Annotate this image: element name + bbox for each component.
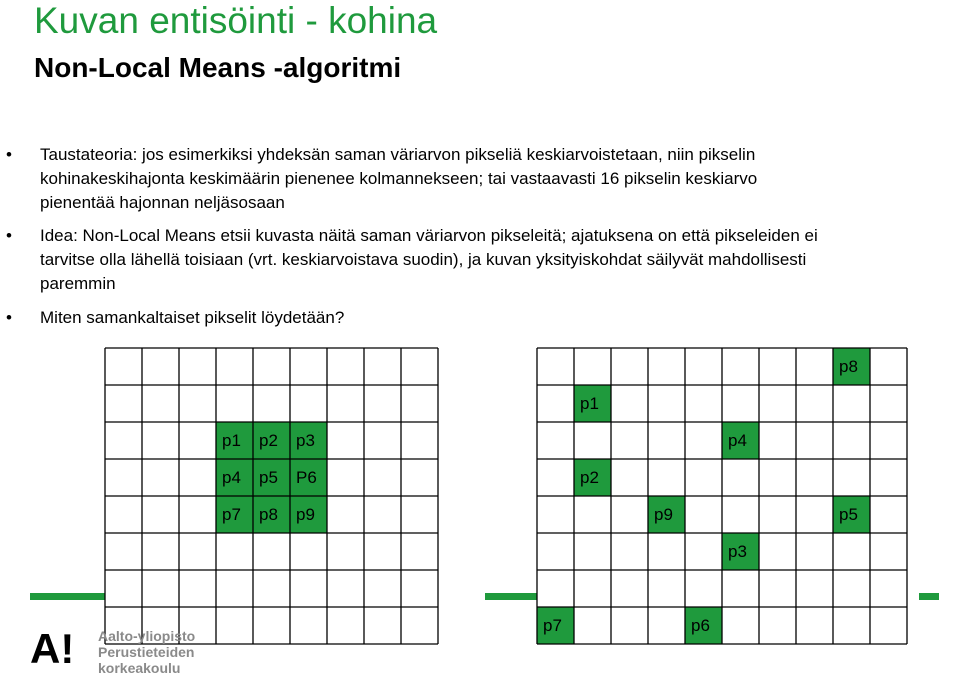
left-pixel-cell-p6: P6: [290, 459, 327, 496]
right-pixel-cell-p4: p4: [722, 422, 759, 459]
bullet-1-line-2: kohinakeskihajonta keskimäärin pienenee kolmannekseen; tai vastaavasti 16 pikselin keskiarvo: [40, 169, 758, 188]
right-pixel-cell-p6: p6: [685, 607, 722, 644]
slide-subtitle: Non-Local Means -algoritmi: [34, 52, 402, 83]
right-pixel-cell-p7: p7: [537, 607, 574, 644]
left-pixel-cell-p3: p3: [290, 422, 327, 459]
right-pixel-cell-p5: p5: [833, 496, 870, 533]
left-pixel-cell-p9: p9: [290, 496, 327, 533]
aalto-logo-mark: A!: [30, 625, 75, 672]
bullet-marker: •: [6, 145, 12, 164]
right-pixel-cell-p3: p3: [722, 533, 759, 570]
bullet-2-line-2: tarvitse olla lähellä toisiaan (vrt. keskiarvoistava suodin), ja kuvan yksityiskohdat säilyvät mahdollisesti: [40, 250, 807, 269]
bullet-marker: •: [6, 226, 12, 245]
logo-line-3: korkeakoulu: [98, 660, 181, 676]
slide-title: Kuvan entisöinti - kohina: [34, 0, 438, 41]
pixel-grid-right: [537, 348, 907, 644]
bullet-2-line-3: paremmin: [40, 274, 116, 293]
left-pixel-cell-p4: p4: [216, 459, 253, 496]
right-pixel-cell-p2: p2: [574, 459, 611, 496]
footer-bar-middle: [485, 593, 537, 600]
right-pixel-cell-p8: p8: [833, 348, 870, 385]
left-pixel-cell-p7: p7: [216, 496, 253, 533]
bullet-1-line-1: Taustateoria: jos esimerkiksi yhdeksän saman väriarvon pikseliä keskiarvoistetaan, niin pikselin: [40, 145, 756, 164]
footer-bar-right: [919, 593, 939, 600]
pixel-grid-left: [105, 348, 438, 644]
left-pixel-cell-p5: p5: [253, 459, 290, 496]
right-pixel-cell-p1: p1: [574, 385, 611, 422]
bullet-3-line-1: Miten samankaltaiset pikselit löydetään?: [40, 308, 345, 327]
right-grid-lines: [536, 347, 908, 645]
bullet-marker: •: [6, 308, 12, 327]
footer-bar-left: [30, 593, 105, 600]
left-pixel-cell-p1: p1: [216, 422, 253, 459]
right-pixel-cell-p9: p9: [648, 496, 685, 533]
logo-line-1: Aalto-yliopisto: [98, 628, 196, 644]
left-pixel-cell-p8: p8: [253, 496, 290, 533]
bullet-1-line-3: pienentää hajonnan neljäsosaan: [40, 193, 285, 212]
bullet-2-line-1: Idea: Non-Local Means etsii kuvasta näitä saman väriarvon pikseleitä; ajatuksena on että pikseleiden ei: [40, 226, 818, 245]
left-grid-lines: [104, 347, 439, 645]
left-pixel-cell-p2: p2: [253, 422, 290, 459]
logo-line-2: Perustieteiden: [98, 644, 195, 660]
